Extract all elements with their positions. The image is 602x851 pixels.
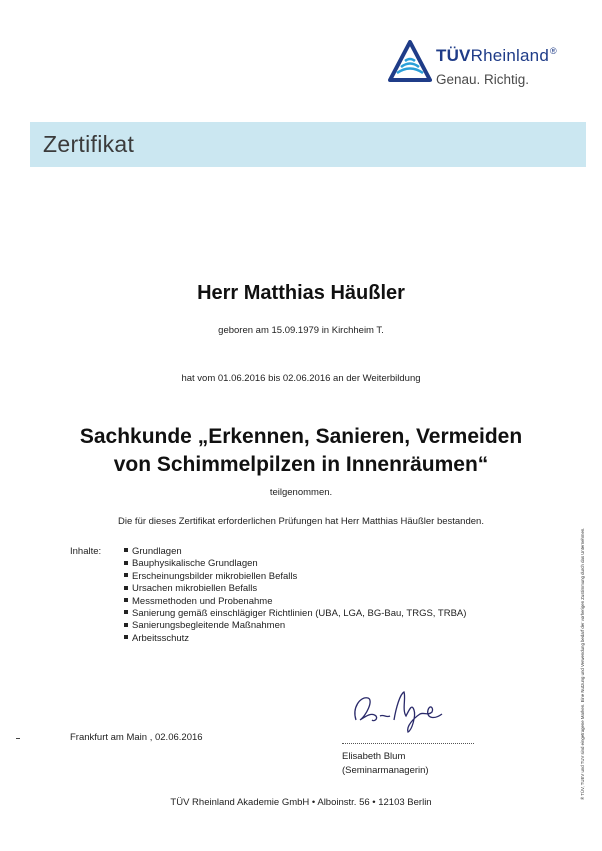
trademark-side-note: ® TÜV, TUEV und TUV sind eingetragene Marken. Eine Nutzung und Verwendung bedarf der vorherigen Zustimmung durch das Unternehmen. xyxy=(580,527,585,800)
contents-item: Arbeitsschutz xyxy=(124,633,466,645)
bullet-icon xyxy=(124,610,128,614)
contents-label: Inhalte: xyxy=(70,546,102,557)
contents-item: Messmethoden und Probenahme xyxy=(124,596,466,608)
registered-mark: ® xyxy=(549,46,557,56)
certificate-banner xyxy=(30,122,586,167)
participated-text: teilgenommen. xyxy=(269,487,333,498)
bullet-icon xyxy=(124,623,128,627)
handwritten-signature xyxy=(350,686,460,736)
certificate-title: Zertifikat xyxy=(43,131,135,157)
contents-list xyxy=(124,546,466,645)
bullet-icon xyxy=(124,548,128,552)
brand-name-bold: TÜV xyxy=(436,46,471,65)
exam-passed-text: Die für dieses Zertifikat erforderlichen Prüfungen hat Herr Matthias Häußler bestanden. xyxy=(118,516,484,527)
course-title-line-2: von Schimmelpilzen in Innenräumen“ xyxy=(113,453,489,476)
course-title xyxy=(0,423,602,479)
signer-block xyxy=(342,750,429,778)
course-title-line-1: Sachkunde „Erkennen, Sanieren, Vermeiden xyxy=(79,425,523,448)
brand-name-regular: Rheinland xyxy=(470,46,549,65)
bullet-icon xyxy=(124,561,128,565)
signer-role: (Seminarmanagerin) xyxy=(342,765,429,776)
tuv-rheinland-logo xyxy=(388,40,588,96)
bullet-icon xyxy=(124,586,128,590)
contents-item: Ursachen mikrobiellen Befalls xyxy=(124,583,466,595)
contents-item: Erscheinungsbilder mikrobiellen Befalls xyxy=(124,571,466,583)
brand-name xyxy=(436,46,557,66)
tuv-triangle-logo-icon xyxy=(388,40,432,84)
contents-item: Grundlagen xyxy=(124,546,466,558)
contents-item: Sanierungsbegleitende Maßnahmen xyxy=(124,620,466,632)
margin-mark xyxy=(16,738,20,739)
footer-address: TÜV Rheinland Akademie GmbH • Alboinstr. 56 • 12103 Berlin xyxy=(170,797,432,808)
brand-slogan: Genau. Richtig. xyxy=(436,72,530,87)
signature-line xyxy=(342,743,474,744)
recipient-name: Herr Matthias Häußler xyxy=(197,282,405,304)
birth-info: geboren am 15.09.1979 in Kirchheim T. xyxy=(218,325,384,336)
place-and-date: Frankfurt am Main , 02.06.2016 xyxy=(70,732,203,743)
bullet-icon xyxy=(124,635,128,639)
bullet-icon xyxy=(124,573,128,577)
contents-item: Bauphysikalische Grundlagen xyxy=(124,558,466,570)
training-period: hat vom 01.06.2016 bis 02.06.2016 an der Weiterbildung xyxy=(181,373,421,384)
contents-item: Sanierung gemäß einschlägiger Richtlinien (UBA, LGA, BG-Bau, TRGS, TRBA) xyxy=(124,608,466,620)
bullet-icon xyxy=(124,598,128,602)
signer-name: Elisabeth Blum xyxy=(342,751,406,762)
